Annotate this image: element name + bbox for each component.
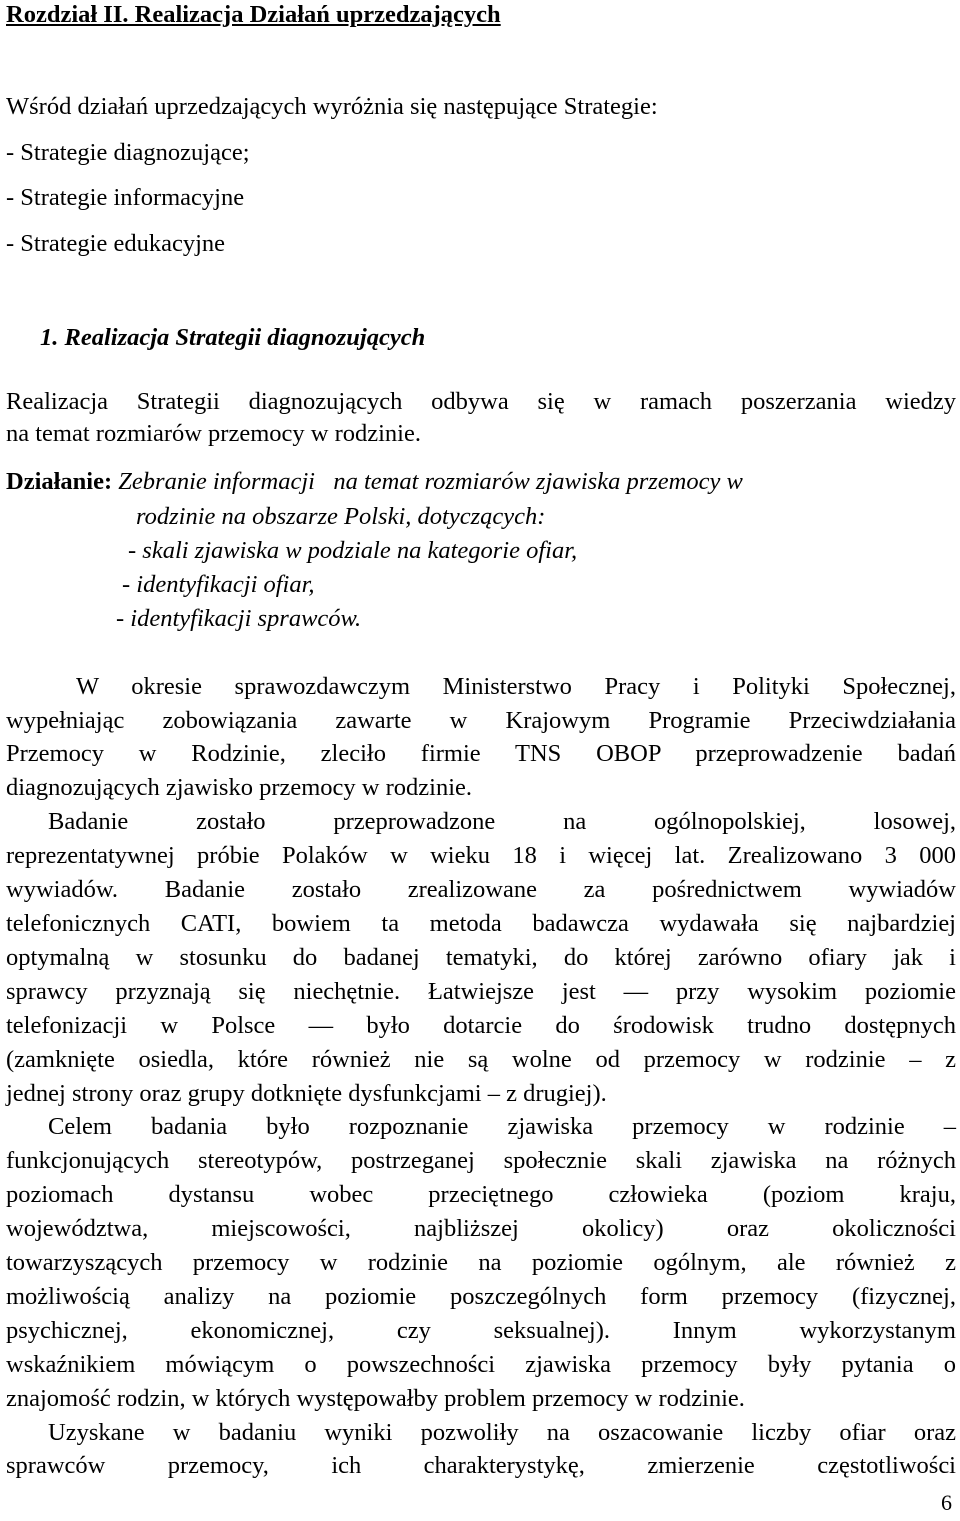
section-heading: 1. Realizacja Strategii diagnozujących <box>40 324 426 351</box>
body-line: telefonizacji w Polsce — było dotarcie do środowisk trudno dostępnych <box>6 1012 956 1039</box>
action-line: - identyfikacji sprawców. <box>116 605 362 632</box>
body-line: znajomość rodzin, w których występowałby problem przemocy w rodzinie. <box>6 1385 745 1412</box>
body-line: (zamknięte osiedla, które również nie są wolne od przemocy w rodzinie – z <box>6 1046 956 1073</box>
body-line: towarzyszących przemocy w rodzinie na poziomie ogólnym, ale również z <box>6 1249 956 1276</box>
body-line: możliwością analizy na poziomie poszczególnych form przemocy (fizycznej, <box>6 1283 956 1310</box>
action-line: - skali zjawiska w podziale na kategorie ofiar, <box>128 537 578 564</box>
strategy-item: - Strategie informacyjne <box>6 184 245 211</box>
action-line: rodzinie na obszarze Polski, dotyczących: <box>136 503 546 530</box>
body-line: sprawcy przyznają się niechętnie. Łatwiejsze jest — przy wysokim poziomie <box>6 978 956 1005</box>
body-line: optymalną w stosunku do badanej tematyki, do której zarówno ofiary jak i <box>6 944 956 971</box>
body-line: Przemocy w Rodzinie, zleciło firmie TNS OBOP przeprowadzenie badań <box>6 740 956 767</box>
intro-text: Wśród działań uprzedzających wyróżnia się następujące Strategie: <box>6 93 658 120</box>
body-line: psychicznej, ekonomicznej, czy seksualnej). Innym wykorzystanym <box>6 1317 956 1344</box>
body-line: diagnozujących zjawisko przemocy w rodzinie. <box>6 774 473 801</box>
body-line: Uzyskane w badaniu wyniki pozwoliły na oszacowanie liczby ofiar oraz <box>48 1419 956 1446</box>
body-line: Badanie zostało przeprowadzone na ogólnopolskiej, losowej, <box>48 808 956 835</box>
body-line: wypełniając zobowiązania zawarte w Krajowym Programie Przeciwdziałania <box>6 707 956 734</box>
body-line: Celem badania było rozpoznanie zjawiska przemocy w rodzinie – <box>48 1113 956 1140</box>
body-line: poziomach dystansu wobec przeciętnego człowieka (poziom kraju, <box>6 1181 956 1208</box>
section-paragraph-line: Realizacja Strategii diagnozujących odbywa się w ramach poszerzania wiedzy <box>6 388 956 415</box>
body-line: reprezentatywnej próbie Polaków w wieku 18 i więcej lat. Zrealizowano 3 000 <box>6 842 956 869</box>
strategy-item: - Strategie edukacyjne <box>6 230 226 257</box>
body-line: funkcjonujących stereotypów, postrzeganej społecznie skali zjawiska na różnych <box>6 1147 956 1174</box>
body-line: wskaźnikiem mówiącym o powszechności zjawiska przemocy były pytania o <box>6 1351 956 1378</box>
action-label: Działanie: <box>6 468 113 495</box>
page-number: 6 <box>941 1490 952 1515</box>
body-line: telefonicznych CATI, bowiem ta metoda badawcza wydawała się najbardziej <box>6 910 956 937</box>
body-line: wywiadów. Badanie zostało zrealizowane za pośrednictwem wywiadów <box>6 876 956 903</box>
section-paragraph-line: na temat rozmiarów przemocy w rodzinie. <box>6 420 421 447</box>
strategy-item: - Strategie diagnozujące; <box>6 139 250 166</box>
body-line: W okresie sprawozdawczym Ministerstwo Pracy i Polityki Społecznej, <box>76 673 956 700</box>
action-row <box>6 467 743 497</box>
action-text: Zebranie informacji na temat rozmiarów zjawiska przemocy w <box>118 468 743 495</box>
body-line: województwa, miejscowości, najbliższej okolicy) oraz okoliczności <box>6 1215 956 1242</box>
action-line: - identyfikacji ofiar, <box>122 571 315 598</box>
chapter-title: Rozdział II. Realizacja Działań uprzedzających <box>6 1 501 28</box>
body-line: jednej strony oraz grupy dotknięte dysfunkcjami – z drugiej). <box>6 1080 607 1107</box>
body-line: sprawców przemocy, ich charakterystykę, zmierzenie częstotliwości <box>6 1452 956 1479</box>
